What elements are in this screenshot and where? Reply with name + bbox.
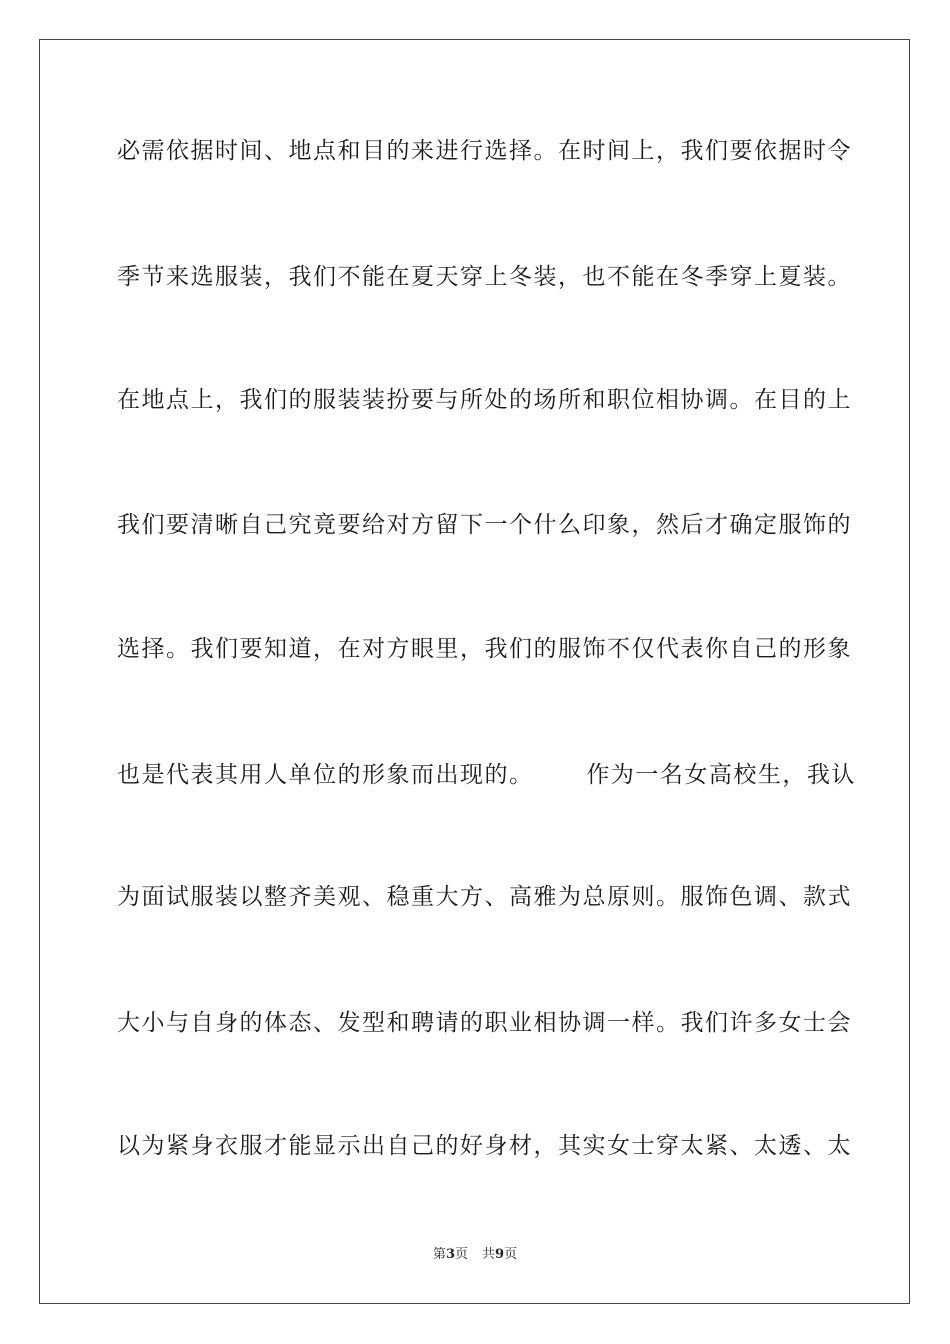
total-prefix: 共 <box>482 1247 496 1262</box>
page-suffix: 页 <box>454 1247 468 1262</box>
body-text-line: 在地点上，我们的服装装扮要与所处的场所和职位相协调。在目的上 <box>117 387 852 413</box>
page-footer <box>0 1246 950 1264</box>
total-pages-number: 9 <box>495 1247 505 1262</box>
body-text-line: 也是代表其用人单位的形象而出现的。 作为一名女高校生，我认 <box>117 762 856 788</box>
total-suffix: 页 <box>504 1247 518 1262</box>
body-text-line: 必需依据时间、地点和目的来进行选择。在时间上，我们要依据时令 <box>117 138 852 164</box>
body-text-line: 我们要清晰自己究竟要给对方留下一个什么印象，然后才确定服饰的 <box>117 512 852 538</box>
page-frame <box>39 39 910 1304</box>
page-prefix: 第 <box>432 1247 446 1262</box>
body-text-line: 以为紧身衣服才能显示出自己的好身材，其实女士穿太紧、太透、太 <box>117 1133 852 1159</box>
body-text-line: 大小与自身的体态、发型和聘请的职业相协调一样。我们许多女士会 <box>117 1010 852 1036</box>
body-text-line: 季节来选服装，我们不能在夏天穿上冬装，也不能在冬季穿上夏装。 <box>117 264 852 290</box>
body-text-line: 为面试服装以整齐美观、稳重大方、高雅为总原则。服饰色调、款式 <box>117 884 852 910</box>
body-text-line: 选择。我们要知道，在对方眼里，我们的服饰不仅代表你自己的形象 <box>117 636 852 662</box>
current-page-number: 3 <box>445 1247 455 1262</box>
